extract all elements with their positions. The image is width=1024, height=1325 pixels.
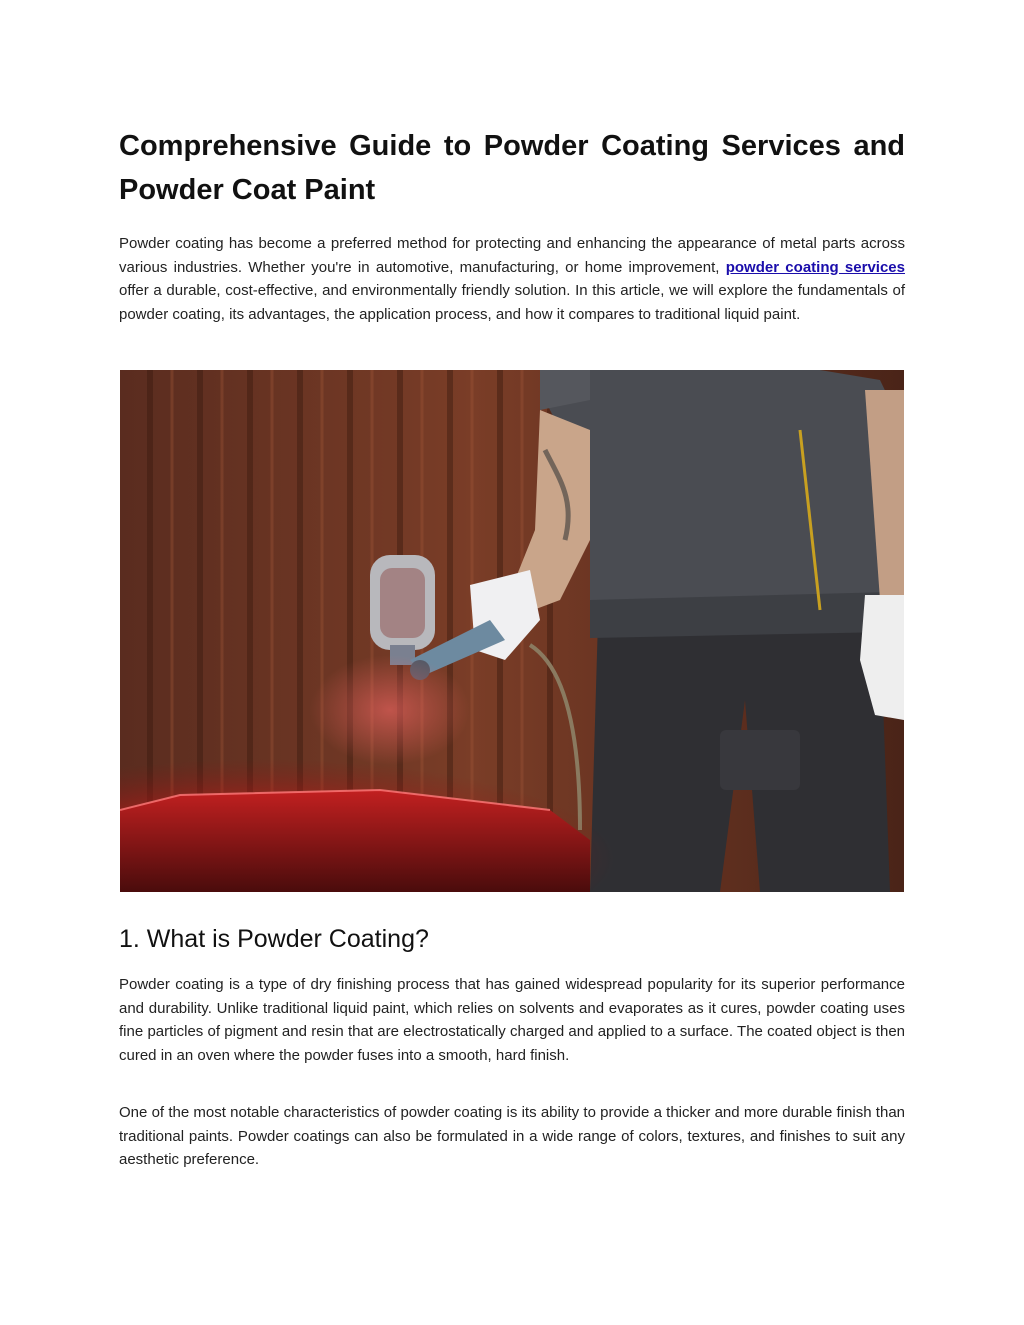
- section-paragraph: One of the most notable characteristics of powder coating is its ability to provide a thicker and more durable finish than traditional paints. Powder coatings can also be formulated in a wide range of colors, textures, and finishes to suit any aesthetic preference.: [119, 1104, 905, 1168]
- document-title: Comprehensive Guide to Powder Coating Services and Powder Coat Paint: [119, 130, 905, 206]
- spray-painting-photo: [120, 370, 904, 892]
- intro-paragraph: [119, 232, 905, 326]
- intro-text-before-link: Powder coating has become a preferred method for protecting and enhancing the appearance of metal parts across various industries. Whether you're in automotive, manufacturing, or home improvement,: [119, 235, 905, 276]
- section-paragraph: Powder coating is a type of dry finishing process that has gained widespread popularity for its superior performance and durability. Unlike traditional liquid paint, which relies on solvents and evaporates as it cures, powder coating uses fine particles of pigment and resin that are electrostatically charged and applied to a surface. The coated object is then cured in an oven where the powder fuses into a smooth, hard finish.: [119, 976, 905, 1064]
- intro-text-after-link: offer a durable, cost-effective, and environmentally friendly solution. In this article, we will explore the fundamentals of powder coating, its advantages, the application process, and how it compares to traditional liquid paint.: [119, 282, 905, 323]
- powder-coating-services-link[interactable]: powder coating services: [725, 258, 905, 276]
- section-heading-what-is-powder-coating: 1. What is Powder Coating?: [119, 925, 429, 953]
